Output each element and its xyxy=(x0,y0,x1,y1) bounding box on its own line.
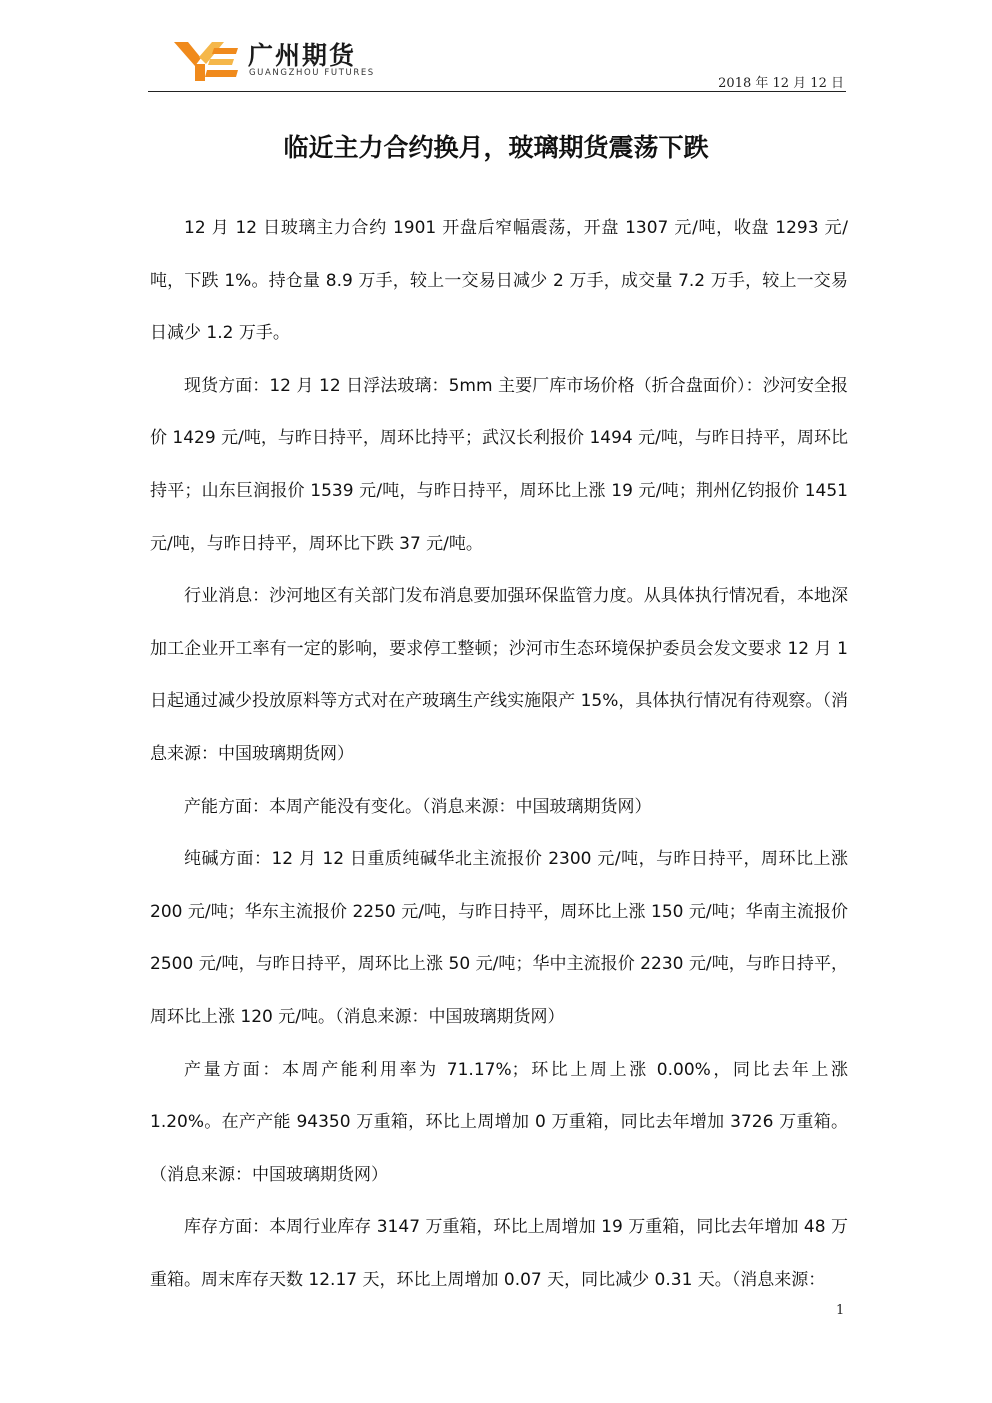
brand-name-cn: 广州期货 xyxy=(248,41,357,70)
guangzhou-futures-logo-icon xyxy=(174,40,240,82)
paragraph-spot: 现货方面：12 月 12 日浮法玻璃：5mm 主要厂库市场价格（折合盘面价）：沙河安全报价 1429 元/吨，与昨日持平，周环比持平；武汉长利报价 1494 元/吨，与昨日持平，周环比持平；山东巨润报价 1539 元/吨，与昨日持平，周环比上涨 19 元/吨；荆州亿钧报价 1451 元/吨，与昨日持平，周环比下跌 37 元/吨。 xyxy=(150,375,848,554)
paragraph-output: 产量方面：本周产能利用率为 71.17%；环比上周上涨 0.00%，同比去年上涨 1.20%。在产产能 94350 万重箱，环比上周增加 0 万重箱，同比去年增加 3726 万重箱。（消息来源：中国玻璃期货网） xyxy=(150,1059,848,1185)
page-header xyxy=(148,34,846,94)
paragraph-soda-ash: 纯碱方面：12 月 12 日重质纯碱华北主流报价 2300 元/吨，与昨日持平，周环比上涨 200 元/吨；华东主流报价 2250 元/吨，与昨日持平，周环比上涨 150 元/吨；华南主流报价 2500 元/吨，与昨日持平，周环比上涨 50 元/吨；华中主流报价 2230 元/吨，与昨日持平，周环比上涨 120 元/吨。（消息来源：中国玻璃期货网） xyxy=(150,849,848,1027)
page-number: 1 xyxy=(836,1303,845,1318)
report-date: 2018 年 12 月 12 日 xyxy=(718,76,844,91)
article-title: 临近主力合约换月，玻璃期货震荡下跌 xyxy=(283,133,709,162)
brand-name-en: GUANGZHOU FUTURES xyxy=(249,68,375,78)
paragraph-capacity: 产能方面：本周产能没有变化。（消息来源：中国玻璃期货网） xyxy=(184,796,652,817)
paragraph-industry-news: 行业消息：沙河地区有关部门发布消息要加强环保监管力度。从具体执行情况看，本地深加工企业开工率有一定的影响，要求停工整顿；沙河市生态环境保护委员会发文要求 12 月 1 日起通过减少投放原料等方式对在产玻璃生产线实施限产 15%，具体执行情况有待观察。（消息来源：中国玻璃期货网） xyxy=(150,586,848,764)
header-divider xyxy=(148,91,846,92)
paragraph-market-summary: 12 月 12 日玻璃主力合约 1901 开盘后窄幅震荡，开盘 1307 元/吨，收盘 1293 元/吨，下跌 1%。持仓量 8.9 万手，较上一交易日减少 2 万手，成交量 7.2 万手，较上一交易日减少 1.2 万手。 xyxy=(150,218,848,344)
article-body xyxy=(150,202,848,1306)
paragraph-inventory: 库存方面：本周行业库存 3147 万重箱，环比上周增加 19 万重箱，同比去年增加 48 万重箱。周末库存天数 12.17 天，环比上周增加 0.07 天，同比减少 0.31 天。（消息来源： xyxy=(150,1217,848,1290)
